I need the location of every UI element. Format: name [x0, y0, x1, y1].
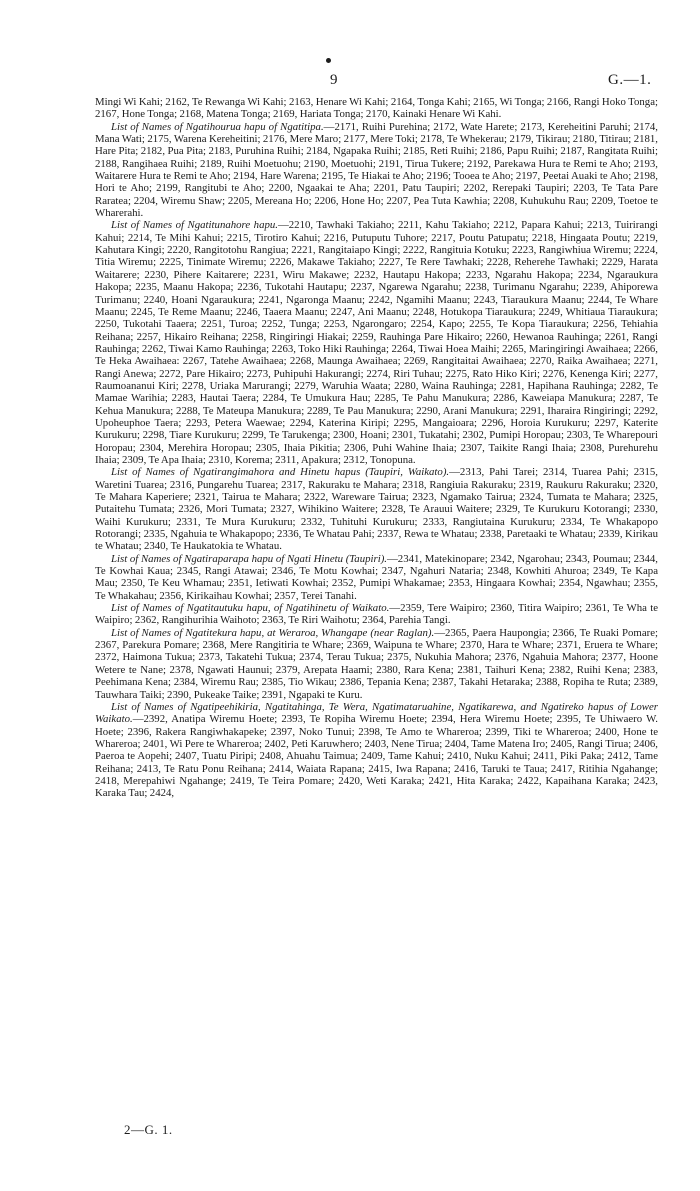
list-heading: List of Names of Ngatitunahore hapu. [111, 219, 278, 232]
list-heading: List of Names of Ngatiraparapa hapu of Ngati Hinetu (Taupiri). [111, 552, 387, 565]
series-reference: G.—1. [608, 72, 652, 88]
paragraph-text: —2359, Tere Waipiro; 2360, Titira Waipiro; 2361, Te Wha te Waipiro; 2362, Rangihurihia Waihoto; 2363, Te Riri Waihotu; 2364, Parehia Tangi. [95, 602, 658, 627]
list-heading: List of Names of Ngatihourua hapu of Ngatitipa. [111, 120, 324, 133]
list-heading: List of Names of Ngatitautuku hapu, of Ngatihinetu of Waikato. [111, 602, 390, 615]
list-heading: List of Names of Ngatipeehikiria, Ngatitahinga, Te Wera, Ngatimataruahine, Ngatikarewa, and Ngatireko hapus of Lower Waikato. [95, 700, 658, 726]
signature-mark: 2—G. 1. [124, 1122, 173, 1137]
list-heading: List of Names of Ngatitekura hapu, at Weraroa, Whangape (near Raglan). [111, 626, 435, 639]
paragraph-continuation [95, 96, 658, 121]
paragraph-ngatitunahore [95, 219, 658, 466]
paragraph-ngatitekura [95, 627, 658, 701]
paragraph-text: —2210, Tawhaki Takiaho; 2211, Kahu Takiaho; 2212, Papara Kahui; 2213, Tuirirangi Kahui; 2214, Te Mihi Kahui; 2215, Tirotiro Kahui; 2216, Putuputu Tuhore; 2217, Poutu Patupatu; 2218, Hingaata Poutu; 2219, Kahutara Kingi; 2220, Rangitotohu Rangiua; 2221, Rangitaiapo Kingi; 2222, Rangituia Kotuku; 2223, Rangiwhiua Wiremu; 2224, Titia Wiremu; 2225, Tinimate Wiremu; 2226, Makawe Takiaho; 2227, Te Rere Tawhaki; 2228, Reherehe Tawhaki; 2229, Harata Waitarere; 2230, Pihere Kaitarere; 2231, Wiru Makawe; 2232, Hautapu Hakopa; 2233, Ngarahu Hakopa; 2234, Ngaraukura Hakopa; 2235, Maanu Hakopa; 2236, Tukotahi Hautapu; 2237, Ngarewa Ngarahu; 2238, Turimanu Ngarahu; 2239, Ahiporewa Turimanu; 2240, Hoani Ngaraukura; 2241, Ngaronga Maanu; 2242, Ngamihi Maanu; 2243, Tiaraukura Maanu; 2244, Te Whare Maanu; 2245, Te Reme Maanu; 2246, Taaera Maanu; 2247, Ani Maanu; 2248, Hotukopa Tiaraukura; 2249, Whitiaua Tiaraukura; 2250, Tukotahi Taaera; 2251, Turoa; 2252, Tunga; 2253, Ngarongaro; 2254, Kapo; 2255, Te Kopa Tiaraukura; 2256, Tehiahia Reihana; 2257, Hikairo Reihana; 2258, Ringiringi Hiakai; 2259, Rauhinga Pare Hikairo; 2260, Hewanoa Rauhinga; 2261, Rangi Rauhinga; 2262, Tiwai Kamo Rauhinga; 2263, Toko Hiki Rauhinga; 2264, Tiwai Hoea Maihi; 2265, Maringiringi Awaihaea; 2266, Te Heka Awaihaea: 2267, Tatehe Awaihaea; 2268, Maunga Awaihaea; 2269, Rangitaitai Awaihaea; 2270, Raika Awaihaea; 2271, Rangi Anewa; 2272, Pare Hikairo; 2273, Puhipuhi Hakurangi; 2274, Riri Tuhau; 2275, Rato Hiko Kiri; 2276, Kenenga Kiri; 2277, Raumoananui Kiri; 2278, Uriaka Marurangi; 2279, Waruhia Waata; 2280, Waina Rauhinga; 2281, Hapihana Rauhinga; 2282, Te Mamae Warihia; 2283, Hautai Taera; 2284, Te Umukura Hau; 2285, Te Pahu Manukura; 2286, Kaweiapa Manukura; 2287, Te Kehua Manukura; 2288, Te Mateupa Manukura; 2289, Te Pau Manukura; 2290, Arani Manukura; 2291, Iharaira Ringiringi; 2292, Upoheuphoe Taera; 2293, Petera Waewae; 2294, Katerina Kiripi; 2295, Mangaioara; 2296, Horoia Kurukuru; 2297, Katerite Kurukuru; 2298, Tiare Kurukuru; 2299, Te Tarukenga; 2300, Hoani; 2301, Tukatahi; 2302, Pumipi Horopau; 2303, Te Wharepouri Horopau; 2304, Merehira Horopau; 2305, Ihaia Pikitia; 2306, Puhi Wahine Ihaia; 2307, Taikite Rangi Ihaia; 2308, Purehurehu Ihaia; 2309, Te Apa Ihaia; 2310, Korema; 2311, Apakura; 2312, Tonopuna. [95, 219, 658, 466]
paragraph-ngatirangimahora [95, 466, 658, 552]
printer-dot [326, 58, 331, 63]
body-text [95, 96, 658, 800]
paragraph-text: —2365, Paera Haupongia; 2366, Te Ruaki Pomare; 2367, Parekura Pomare; 2368, Mere Rangitiria te Whare; 2369, Waipuna te Whare; 2370, Hara te Whare; 2371, Eruera te Whare; 2372, Haimona Tukua; 2373, Takatehi Tukua; 2374, Terau Tukua; 2375, Nukuhia Mahora; 2376, Ngahuia Mahora; 2377, Hoone Wetere te Nane; 2378, Ngawati Haunui; 2379, Arepata Haami; 2380, Rara Kena; 2381, Taihuri Kena; 2382, Ruihi Kena; 2383, Peehimana Kena; 2384, Wiremu Rau; 2385, Tio Wikau; 2386, Tepania Kena; 2387, Takahi Hetaraka; 2388, Ropiha te Ruta; 2389, Tauwhara Taiki; 2390, Pukeake Taike; 2391, Ngapaki te Kuru. [95, 626, 658, 701]
paragraph-text: —2392, Anatipa Wiremu Hoete; 2393, Te Ropiha Wiremu Hoete; 2394, Hera Wiremu Hoete; 2395, Te Uhiwaero W. Hoete; 2396, Rakera Rangiwhakapeke; 2397, Noko Tunui; 2398, Te Amo te Whareroa; 2399, Tiki te Whareroa; 2400, Hone te Whareroa; 2401, Wi Pere te Whareroa; 2402, Peti Karuwhero; 2403, Nene Tirua; 2404, Tame Matena Iro; 2405, Rangi Tirua; 2406, Paeroa te Aopehi; 2407, Tuatu Piripi; 2408, Ahuahu Taimua; 2409, Tame Kahui; 2410, Nuku Kahui; 2411, Piki Paka; 2412, Tame Reihana; 2413, Te Ratu Ponu Reihana; 2414, Waiata Rapana; 2415, Iwa Rapana; 2416, Taruki te Taua; 2417, Ritihia Ngahange; 2418, Merepahiwi Ngahange; 2419, Te Teira Pomare; 2420, Weti Karaka; 2421, Hita Karaka; 2422, Kapaihana Karaka; 2423, Karaka Tau; 2424, [95, 713, 658, 800]
paragraph-text: —2341, Matekinopare; 2342, Ngarohau; 2343, Poumau; 2344, Te Kowhai Kaua; 2345, Rangi Atawai; 2346, Te Motu Kowhai; 2347, Ngahuri Nataria; 2348, Kowhiti Ahuroa; 2349, Te Kapa Mau; 2350, Te Keu Whamau; 2351, Ietiwati Kowhai; 2352, Pumipi Whakamae; 2353, Hingaara Kowhai; 2354, Ngawhau; 2355, Te Whakahau; 2356, Kirikaihau Kowhai; 2357, Terei Tanahi. [95, 552, 658, 602]
paragraph-text: —2313, Pahi Tarei; 2314, Tuarea Pahi; 2315, Waretini Tuarea; 2316, Pungarehu Tuarea; 2317, Rakuraku te Mahara; 2318, Rangiuia Rakuraku; 2319, Raukuru Rakuraku; 2320, Te Mahara Kaperiere; 2321, Tairua te Mahara; 2322, Wareware Tairua; 2323, Ngamako Tairua; 2324, Tumata te Mahara; 2325, Putaitehu Tumata; 2326, Mori Tumata; 2327, Wihikino Waitere; 2328, Te Arauui Waitere; 2329, Te Kurukuru Kotorangi; 2330, Waihi Kurukuru; 2331, Te Mura Kurukuru; 2332, Tuhituhi Kurukuru; 2333, Rangiutaina Kurukuru; 2334, Te Whakapopo Rotorangi; 2335, Ngahuia te Whakapopo; 2336, Te Whatau Pahi; 2337, Rewa te Whatau; 2338, Paretaaki te Whatau; 2339, Kirikau te Whatau; 2340, Te Haukatokia te Whatau. [95, 466, 658, 553]
paragraph-ngatipeehikiria [95, 701, 658, 800]
paragraph-ngatitautuku [95, 602, 658, 627]
list-heading: List of Names of Ngatirangimahora and Hinetu hapus (Taupiri, Waikato). [111, 466, 450, 479]
page-number: 9 [330, 72, 338, 88]
paragraph-ngatiraparapa [95, 553, 658, 602]
paragraph-ngatihourua [95, 121, 658, 220]
paragraph-text: —2171, Ruihi Purehina; 2172, Wate Harete; 2173, Kereheitini Paruhi; 2174, Mana Wati; 2175, Warena Kereheitini; 2176, Mere Maro; 2177, Mere Toki; 2178, Te Whekerau; 2179, Tikirau; 2180, Titirau; 2181, Hare Pita; 2182, Pua Pita; 2183, Puruhina Ruihi; 2184, Ngapaka Ruihi; 2185, Reti Ruihi; 2186, Papu Ruihi; 2187, Rangitata Ruihi; 2188, Rangihaea Ruihi; 2189, Ruihi Moetuohu; 2190, Moetuohi; 2191, Tirua Tukere; 2192, Parekawa Hura te Remi te Aho; 2193, Waitarere Hura te Remi te Aho; 2194, Hare Warena; 2195, Te Hiakai te Aho; 2196; Tooea te Aho; 2197, Peetai Auaki te Aho; 2198, Hori te Aho; 2199, Rangitubi te Aho; 2200, Ngaakai te Aha; 2201, Patu Taupiri; 2202, Rerepaki Taupiri; 2203, Te Tata Pare Raratea; 2204, Wiremu Shaw; 2205, Mereana Ho; 2206, Hone Ho; 2207, Pea Tuta Kawhia; 2208, Kuhukuhu Rau; 2209, Toetoe te Wharerahi. [95, 120, 658, 220]
paragraph-text: Mingi Wi Kahi; 2162, Te Rewanga Wi Kahi; 2163, Henare Wi Kahi; 2164, Tonga Kahi; 2165, Wi Tonga; 2166, Rangi Hoko Tonga; 2167, Hone Tonga; 2168, Matena Tonga; 2169, Hariata Tonga; 2170, Kainaki Henare Wi Kahi. [95, 96, 658, 121]
